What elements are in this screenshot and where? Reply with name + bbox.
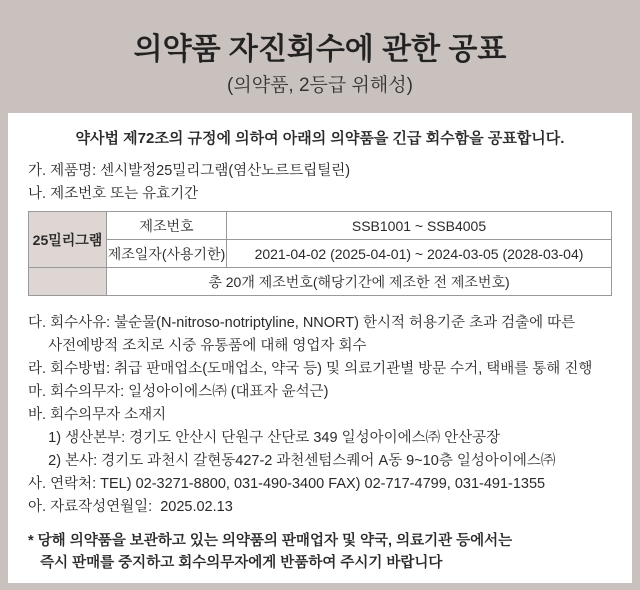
- item-obligor: 마. 회수의무자: 일성아이에스㈜ (대표자 윤석근): [28, 384, 329, 400]
- page-subtitle: (의약품, 2등급 위해성): [227, 75, 413, 96]
- item-reason: 다. 회수사유: 불순물(N-nitroso-notriptyline, NNORT) 한시적 허용기준 초과 검출에 따른: [28, 315, 576, 331]
- item-contact: 사. 연락처: TEL) 02-3271-8800, 031-490-3400 FAX) 02-717-4799, 031-491-1355: [28, 476, 546, 492]
- notice-box: [8, 113, 632, 583]
- lot-label: 제조번호: [107, 212, 227, 240]
- lot-table: [28, 211, 612, 296]
- date-value: 2021-04-02 (2025-04-01) ~ 2024-03-05 (2028-03-04): [227, 240, 612, 268]
- item-method: 라. 회수방법: 취급 판매업소(도매업소, 약국 등) 및 의료기관별 방문 수거, 택배를 통해 진행: [28, 361, 593, 377]
- page-title: 의약품 자진회수에 관한 공표: [133, 33, 507, 66]
- product-strength: 25밀리그램: [29, 212, 107, 268]
- total-lots: 총 20개 제조번호(해당기간에 제조한 전 제조번호): [107, 268, 612, 296]
- note-line-2: 즉시 판매를 중지하고 회수의무자에게 반품하여 주시기 바랍니다: [28, 555, 443, 571]
- date-label: 제조일자(사용기한): [107, 240, 227, 268]
- table-row: [29, 240, 612, 268]
- note-line-1: * 당해 의약품을 보관하고 있는 의약품의 판매업자 및 약국, 의료기관 등에서는: [28, 533, 513, 549]
- lot-value: SSB1001 ~ SSB4005: [227, 212, 612, 240]
- table-row: [29, 268, 612, 296]
- table-row: [29, 212, 612, 240]
- item-lot-heading: 나. 제조번호 또는 유효기간: [28, 186, 199, 202]
- item-location: 바. 회수의무자 소재지: [28, 407, 167, 423]
- notice-heading: 약사법 제72조의 규정에 의하여 아래의 의약품을 긴급 회수함을 공표합니다.: [75, 130, 565, 147]
- item-product-name: 가. 제품명: 센시발정25밀리그램(염산노르트립틸린): [28, 163, 351, 179]
- item-reason-cont: 사전예방적 조치로 시중 유통품에 대해 영업자 회수: [28, 338, 367, 354]
- item-location-2: 2) 본사: 경기도 과천시 갈현동427-2 과천센텀스퀘어 A동 9~10층 일성아이에스㈜: [28, 453, 556, 469]
- item-location-1: 1) 생산본부: 경기도 안산시 단원구 산단로 349 일성아이에스㈜ 안산공장: [28, 430, 501, 446]
- item-date: 아. 자료작성연월일: 2025.02.13: [28, 499, 233, 515]
